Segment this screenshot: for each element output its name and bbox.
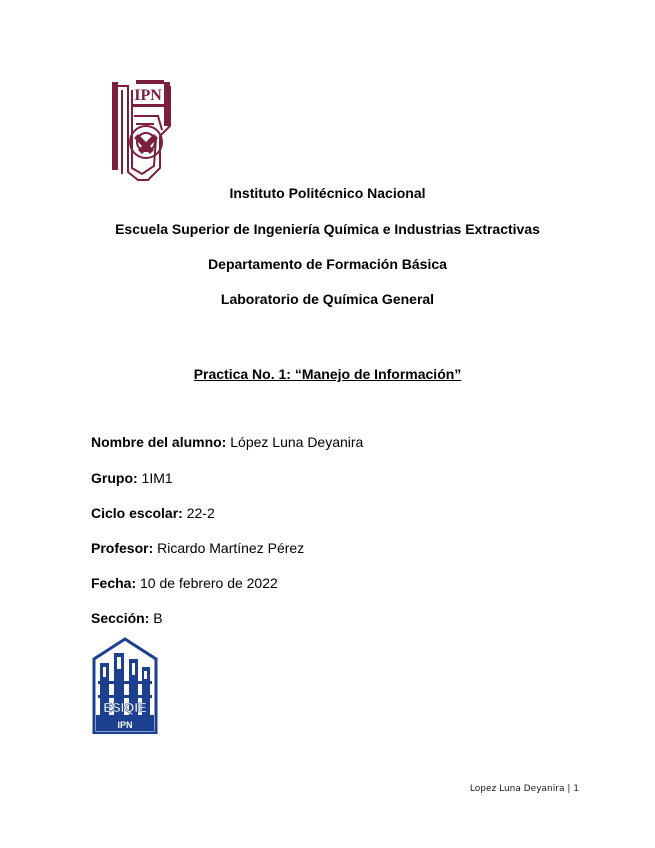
practice-title: Practica No. 1: “Manejo de Información” [193,366,462,382]
institution-name: Instituto Politécnico Nacional [229,185,426,201]
page-number: 1 [573,784,579,794]
group-field [91,470,173,486]
field-label: Ciclo escolar: [91,505,183,521]
field-value: 22-2 [186,505,215,521]
field-value: 1IM1 [141,470,173,486]
footer-separator: | [567,784,571,794]
field-value: López Luna Deyanira [230,434,364,450]
date-field [91,575,278,591]
ipn-logo [108,76,178,184]
footer-author: Lopez Luna Deyanira [469,784,565,794]
student-name-field [91,434,363,450]
ipn-logo-text: IPN [134,87,162,104]
laboratory-name: Laboratorio de Química General [220,291,435,307]
field-label: Grupo: [91,470,138,486]
field-value: B [153,610,163,626]
field-label: Sección: [91,610,150,626]
field-label: Profesor: [91,540,154,556]
page-footer [470,784,579,794]
field-label: Nombre del alumno: [91,434,227,450]
department-name: Departamento de Formación Básica [208,256,447,272]
esiqie-logo-text: ESIQIE [103,700,147,715]
school-name: Escuela Superior de Ingeniería Química e Industrias Extractivas [115,221,540,237]
school-cycle-field [91,505,215,521]
esiqie-logo [90,637,160,734]
section-field [91,610,163,626]
field-value: 10 de febrero de 2022 [140,575,278,591]
field-value: Ricardo Martínez Pérez [157,540,305,556]
field-label: Fecha: [91,575,137,591]
esiqie-logo-subtext: IPN [117,720,133,730]
professor-field [91,540,304,556]
